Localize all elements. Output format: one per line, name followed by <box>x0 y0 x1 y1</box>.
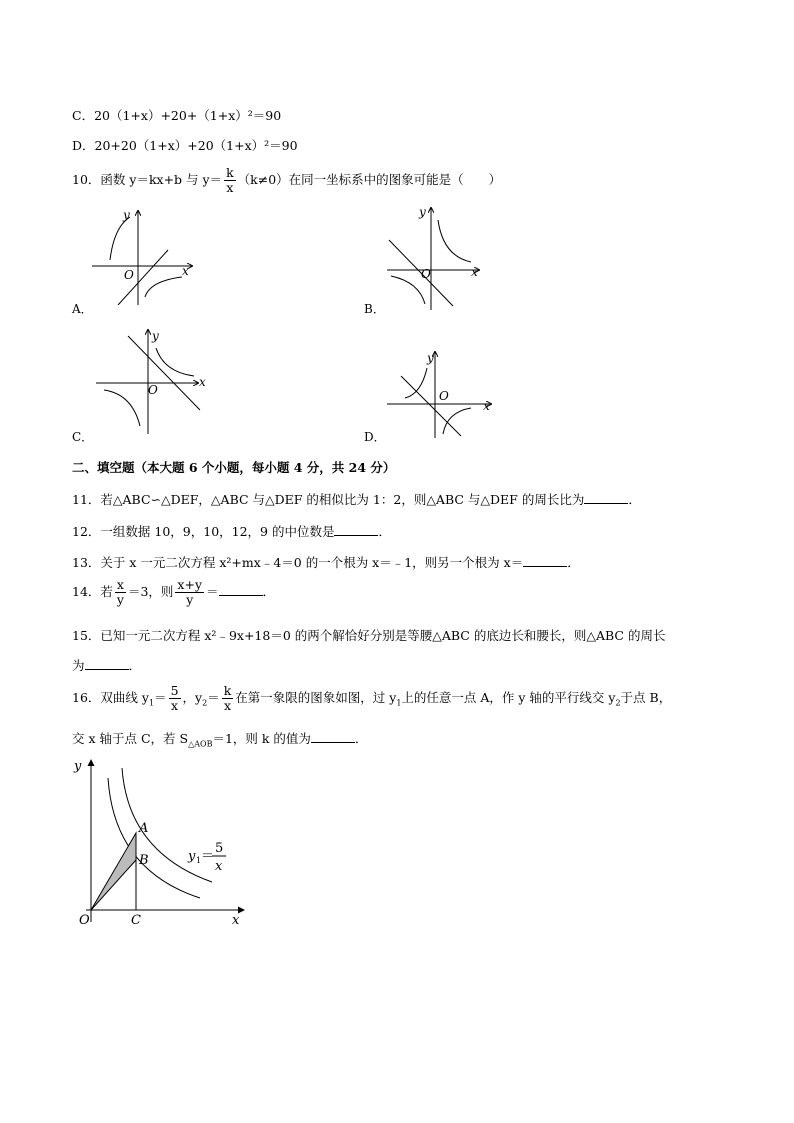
q11-period: ． <box>628 492 641 507</box>
graph-c-origin: O <box>148 383 158 397</box>
q16-pre: 16．双曲线 y <box>72 690 149 705</box>
q14-frac-1 <box>115 578 126 607</box>
q10-text-pre: 10．函数 y＝kx+b 与 y＝ <box>72 172 223 187</box>
option-d: D．20+20（1+x）+20（1+x）²＝90 <box>72 138 298 153</box>
graph-c-y-label: y <box>152 329 159 343</box>
question-16-line1 <box>72 684 671 713</box>
q16-sub2: 2 <box>202 698 208 708</box>
graph-a-y-label: y <box>123 208 130 222</box>
q12-blank <box>334 523 378 536</box>
graph-a-x-label: x <box>182 264 189 278</box>
question-15-line1: 15．已知一元二次方程 x²﹣9x+18＝0 的两个解恰好分别是等腰△ABC 的底边长和腰长，则△ABC 的周长 <box>72 628 666 643</box>
q14-blank <box>219 583 263 596</box>
fig16-curve-y2 <box>108 778 200 898</box>
q16-sub1: 1 <box>148 698 155 708</box>
graph-d-origin: O <box>439 389 449 403</box>
q16-sub3: 1 <box>396 698 402 708</box>
graph-b-y-label: y <box>419 205 426 219</box>
q16-post2: 上的任意一点 A，作 y 轴的平行线交 y <box>401 690 616 705</box>
q16-sub4: 2 <box>615 698 621 708</box>
q10-text-post: （k≠0）在同一坐标系中的图象可能是（ ） <box>237 172 502 187</box>
graph-a-origin: O <box>124 268 134 282</box>
fig16-curve-sub: 1 <box>196 856 202 865</box>
q13-blank <box>523 554 567 567</box>
graph-d-label: D． <box>364 430 386 444</box>
q10-fraction <box>224 166 236 195</box>
fig16-curve-den: x <box>215 859 223 874</box>
section-heading: 二、填空题（本大题 6 个小题，每小题 4 分，共 24 分） <box>72 460 396 475</box>
option-c: C．20（1+x）+20+（1+x）²＝90 <box>72 108 282 123</box>
q14-f2-num: x+y <box>177 577 203 592</box>
fig16-c-label: C <box>131 913 141 928</box>
q16-f2-num: k <box>223 683 232 698</box>
fig16-curve-eq: ＝ <box>201 849 215 864</box>
q16-f1-den: x <box>171 698 179 713</box>
fig16-o-label: O <box>79 913 90 928</box>
q15-period: ． <box>128 658 142 673</box>
fig16-x-label: x <box>232 913 240 928</box>
q16-eq1: ＝ <box>154 690 167 705</box>
q16-frac-2 <box>222 684 234 713</box>
q16-post3: 于点 B， <box>620 690 672 705</box>
graph-c-label: C． <box>72 430 94 444</box>
q16-period: ． <box>354 731 368 746</box>
q16-line2-post: ＝1，则 k 的值为 <box>212 731 311 746</box>
q16-eq2: ＝ <box>207 690 220 705</box>
q14-period: ． <box>262 584 276 599</box>
graph-d-x-label: x <box>483 399 490 413</box>
q15-blank <box>85 657 129 670</box>
graph-d <box>383 346 498 438</box>
q16-f2-den: x <box>223 698 231 713</box>
q14-mid: ＝3，则 <box>127 584 174 599</box>
graph-b-x-label: x <box>471 265 478 279</box>
q14-f1-num: x <box>116 577 124 592</box>
graph-a-label: A． <box>72 302 93 316</box>
q16-frac-1 <box>169 684 181 713</box>
graph-c <box>94 326 209 434</box>
graph-d-y-label: y <box>427 351 434 365</box>
question-15-line2 <box>72 656 141 674</box>
graph-b <box>383 200 493 310</box>
fig16-curve-label: y <box>188 849 196 864</box>
graph-b-label: B． <box>364 302 385 316</box>
q11-blank <box>584 491 628 504</box>
q12-period: ． <box>378 524 391 539</box>
q16-blank <box>311 730 355 743</box>
q12-text: 12．一组数据 10，9，10，12，9 的中位数是 <box>72 524 335 539</box>
question-10 <box>72 166 501 195</box>
graph-a <box>88 205 198 305</box>
question-14 <box>72 578 275 607</box>
fig16-curve-num: 5 <box>215 841 224 856</box>
q14-pre: 14．若 <box>72 584 113 599</box>
question-13 <box>72 553 580 571</box>
q14-post: ＝ <box>206 584 219 599</box>
fig16-triangle-aob <box>91 833 136 910</box>
graph-c-x-label: x <box>199 375 206 389</box>
question-11 <box>72 490 641 508</box>
q10-frac-num: k <box>226 165 234 180</box>
q10-frac-den: x <box>226 180 234 195</box>
q16-post1: 在第一象限的图象如图，过 y <box>235 690 397 705</box>
q14-frac-2 <box>175 578 204 607</box>
q16-mid1: ，y <box>182 690 203 705</box>
fig16-a-label: A <box>139 821 149 836</box>
q13-text: 13．关于 x 一元二次方程 x²+mx﹣4＝0 的一个根为 x＝﹣1，则另一个根为 x＝ <box>72 555 524 570</box>
q13-period: ． <box>567 555 580 570</box>
figure-16 <box>72 752 262 932</box>
q14-f2-den: y <box>186 592 194 607</box>
q15-line2-text: 为 <box>72 658 85 673</box>
q16-f1-num: 5 <box>170 683 179 698</box>
fig16-b-label: B <box>139 853 149 868</box>
q14-f1-den: y <box>116 592 124 607</box>
graph-b-origin: O <box>421 267 431 281</box>
fig16-y-label: y <box>74 759 82 774</box>
q16-line2-sub: △AOB <box>188 739 213 749</box>
question-12 <box>72 522 391 540</box>
q16-line2-pre: 交 x 轴于点 C，若 S <box>72 731 189 746</box>
question-16-line2 <box>72 729 367 749</box>
q11-text: 11．若△ABC∽△DEF，△ABC 与△DEF 的相似比为 1：2，则△ABC 与△DEF 的周长比为 <box>72 492 585 507</box>
